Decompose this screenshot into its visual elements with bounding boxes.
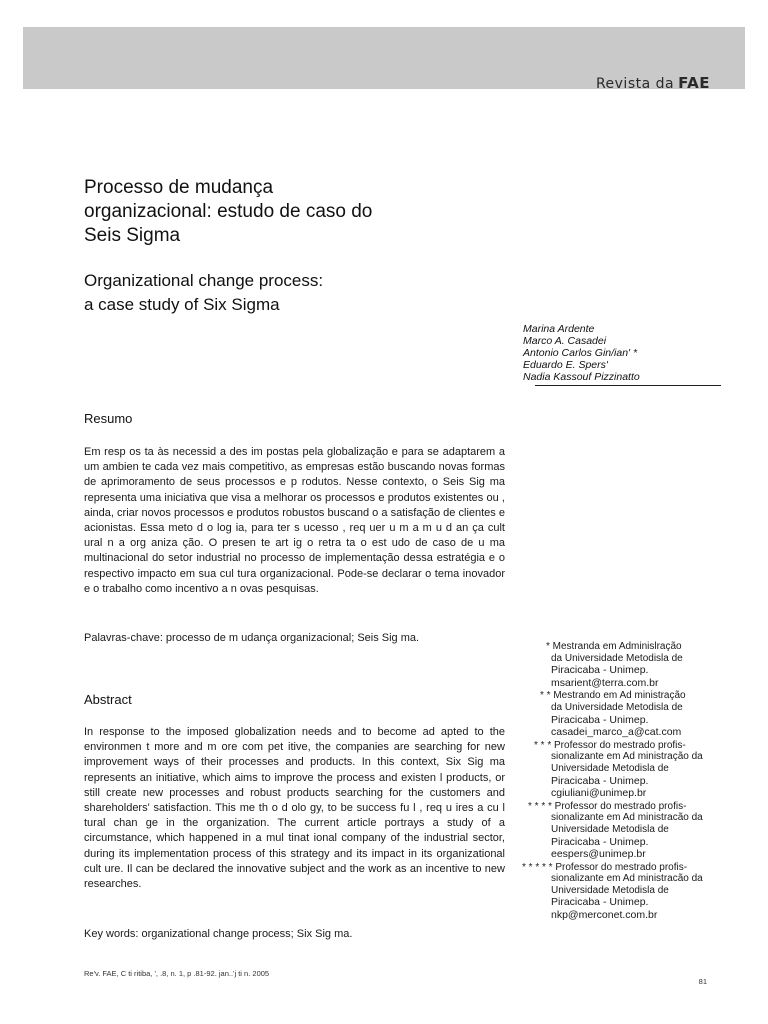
- affiliation-role: * * * * * Professor do mestrado profis-: [522, 861, 688, 873]
- affiliation-note: [518, 862, 730, 922]
- author-name: Marco A. Casadei: [523, 335, 607, 347]
- author-list: [523, 323, 721, 386]
- abstract-text: In response to the imposed globalization needs and to become ad apted to the environmen t more and m ore com pet itive, the companies are searching for new improvement ways of their processes and products. In this context, Six Sig ma represents an initiative, which aims to improve the process and existen l products, or still create new processes and robust products searching for the customers and shareholders' satisfaction. This me th o d olo gy, to be success fu l , req u ires a cu l tural chan ge in the organization. The current article portrays a study of a circumstance, which happened in a mul tinat ional company of the industrial sector, during its implementation process of this strategy and its impact in its organizational cult ure. Il can be declared the innovative subject and the work as an incentive to new researches.: [84, 726, 505, 891]
- affiliation-role: * Mestranda em Adminislração: [546, 641, 682, 652]
- article-title-english: [84, 269, 464, 317]
- journal-prefix: Revista da: [595, 76, 675, 92]
- author-name: Marina Ardente: [523, 323, 595, 335]
- affiliation-institution: sionalizante em Ad ministração da Universidade Metodisla de: [551, 751, 703, 774]
- abstract-heading: Abstract: [84, 692, 132, 707]
- affiliation-institution: sionalizante em Ad ministracão da Universidade Metodisla de: [551, 873, 703, 896]
- affiliation-note: [518, 690, 730, 738]
- page-number: 81: [698, 977, 707, 986]
- affiliation-place: Piracicaba - Unimep.: [551, 664, 649, 677]
- title-pt-line: Seis Sigma: [84, 225, 181, 246]
- title-en-line: a case study of Six Sigma: [84, 295, 280, 314]
- author-name: Eduardo E. Spers': [523, 359, 608, 371]
- affiliation-place: Piracicaba - Unimep.: [551, 896, 649, 909]
- affiliation-role: * * Mestrando em Ad ministração: [540, 690, 686, 702]
- affiliation-place: Piracicaba - Unimep.: [551, 713, 649, 726]
- affiliation-note: [518, 801, 730, 861]
- affiliation-note: [518, 641, 730, 689]
- resumo-text: Em resp os ta às necessid a des im postas pela globalização e para se adaptarem a um ambien te cada vez mais competitivo, as empresas estão buscando novas formas de aprimoramento de seus processos e p rodutos. Nesse contexto, o Seis Sig ma representa uma iniciativa que visa a melhorar os processos e produtos existentes ou , ainda, criar novos processos e produtos robustos buscand o a satisfação de clientes e acionistas. Essa meto d o log ia, para ter s ucesso , req uer u m a m u d an ça cult ural n a org aniza ção. O presen te art ig o retra ta o est udo de caso de u ma multinacional do setor industrial no processo de implementação dessa estratégia e o respectivo impacto em sua cul tura organizacional. Pode-se declarar o tema inovador e o trabalho como incentivo a n ovas pesquisas.: [84, 446, 505, 595]
- title-pt-line: Processo de mudança: [84, 177, 274, 198]
- affiliation-place: Piracicaba - Unimep.: [551, 774, 649, 787]
- journal-title: [596, 74, 710, 92]
- article-title-portuguese: [84, 176, 464, 248]
- title-pt-line: organizacional: estudo de caso do: [84, 201, 373, 222]
- affiliation-email: casadei_marco_a@cat.com: [551, 726, 682, 739]
- journal-name: FAE: [678, 74, 710, 92]
- affiliation-institution: sionalizante em Ad ministracão da Universidade Metodisla de: [551, 812, 703, 835]
- affiliation-email: cgiuliani@unimep.br: [551, 787, 647, 800]
- affiliation-institution: da Universidade Metodisla de: [551, 652, 683, 664]
- resumo-heading: Resumo: [84, 411, 133, 426]
- resumo-keywords: Palavras-chave: processo de m udança organizacional; Seis Sig ma.: [84, 632, 420, 644]
- author-name: Nadia Kassouf Pizzinatto: [523, 371, 640, 383]
- author-divider: [535, 385, 721, 386]
- affiliation-note: [518, 740, 730, 800]
- affiliation-institution: da Universidade Metodisla de: [551, 701, 683, 713]
- affiliation-email: msarient@terra.com.br: [551, 676, 659, 689]
- affiliation-role: * * * Professor do mestrado profis-: [534, 739, 686, 751]
- citation-footer: Re'v. FAE, C ti ritiba, ', .8, n. 1, p .81-92. jan..'j ti n. 2005: [84, 969, 270, 978]
- affiliation-role: * * * * Professor do mestrado profis-: [528, 800, 687, 812]
- affiliation-email: nkp@merconet.com.br: [551, 909, 658, 922]
- affiliation-place: Piracicaba - Unimep.: [551, 835, 649, 848]
- abstract-keywords: Key words: organizational change process; Six Sig ma.: [84, 928, 353, 940]
- title-en-line: Organizational change process:: [84, 271, 324, 290]
- affiliation-email: eespers@unimep.br: [551, 848, 646, 861]
- author-affiliations: [518, 641, 730, 923]
- author-name: Antonio Carlos Gin/ian' *: [523, 347, 638, 359]
